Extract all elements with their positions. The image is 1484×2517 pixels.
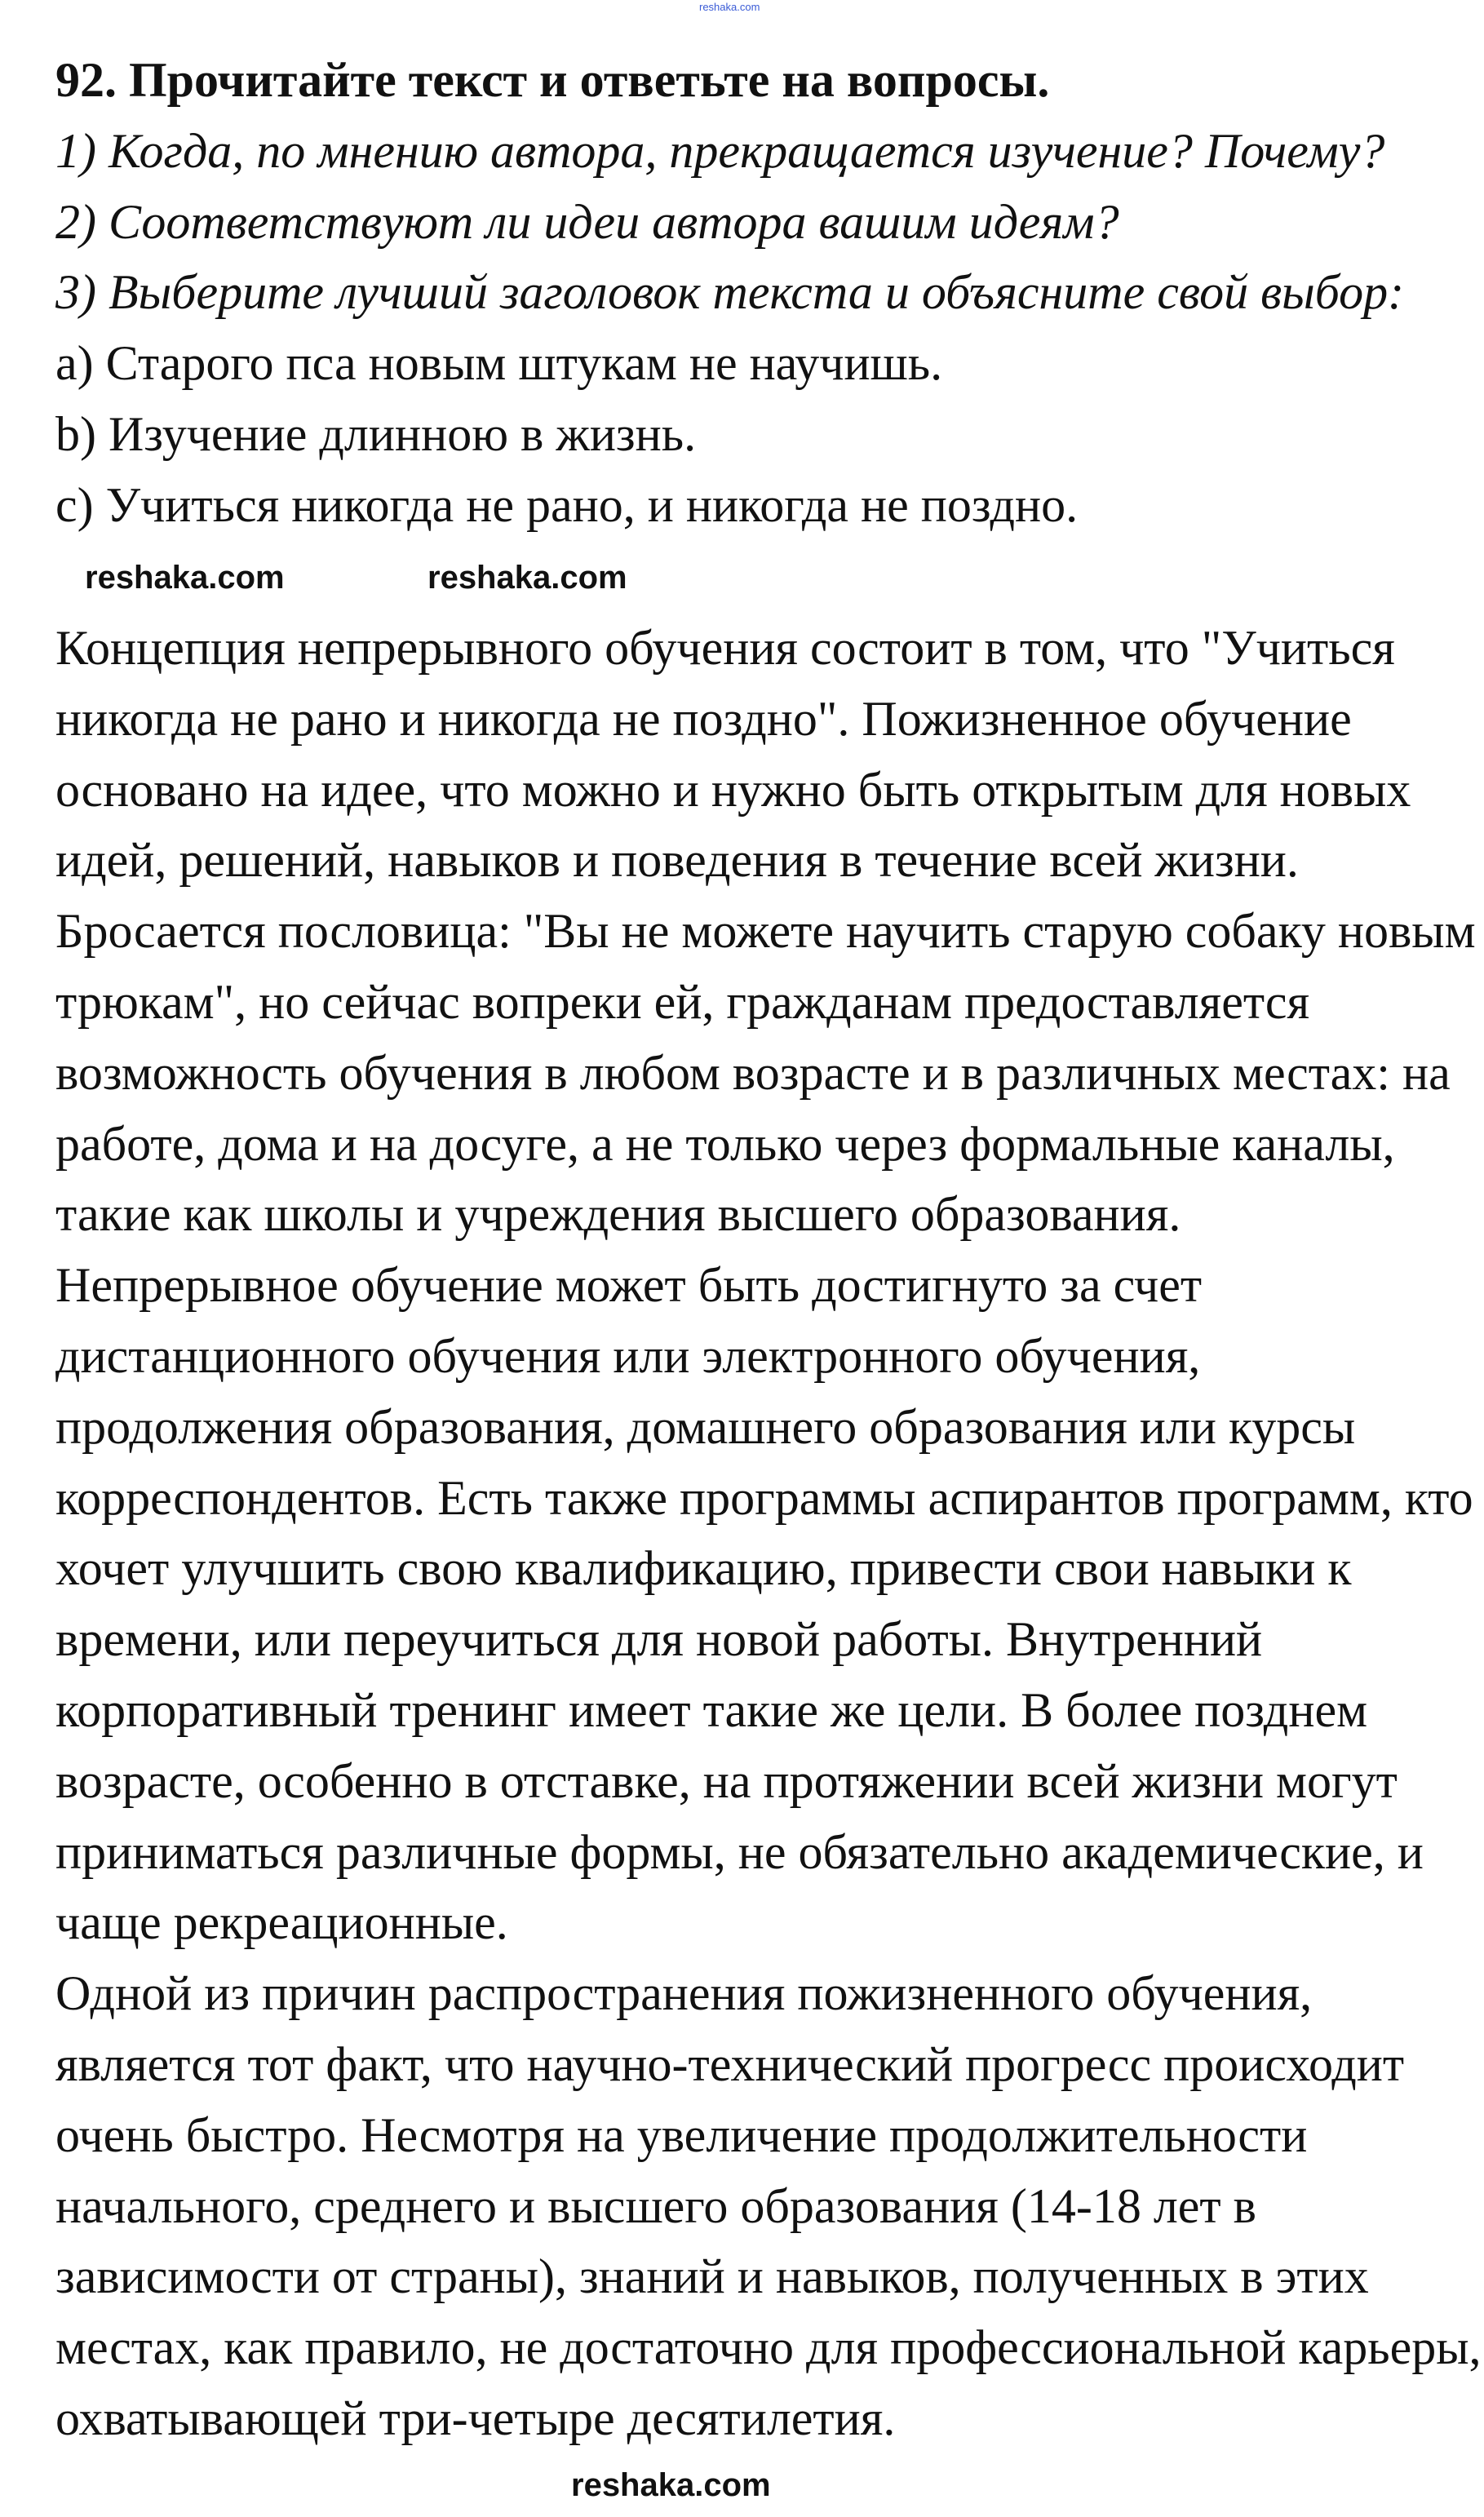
text-line: корреспондентов. Есть также программы аспирантов программ, кто xyxy=(55,1470,1473,1525)
reading-text xyxy=(55,619,1482,2461)
text-line: чаще рекреационные. xyxy=(55,1895,508,1950)
option-a: a) Старого пса новым штукам не научишь. xyxy=(55,336,943,391)
question-1: 1) Когда, по мнению автора, прекращается изучение? Почему? xyxy=(55,123,1385,178)
text-line: времени, или переучиться для новой работы. Внутренний xyxy=(55,1612,1263,1667)
watermark: reshaka.com xyxy=(571,2467,771,2503)
text-line: основано на идее, что можно и нужно быть открытым для новых xyxy=(55,762,1411,817)
task-title: 92. Прочитайте текст и ответьте на вопросы. xyxy=(55,53,1050,107)
text-line: возможность обучения в любом возрасте и в различных местах: на xyxy=(55,1045,1451,1100)
text-line: хочет улучшить свою квалификацию, привести свои навыки к xyxy=(55,1541,1352,1596)
text-line: начального, среднего и высшего образования (14-18 лет в xyxy=(55,2178,1256,2233)
text-line: дистанционного обучения или электронного обучения, xyxy=(55,1328,1201,1383)
text-line: трюкам", но сейчас вопреки ей, гражданам предоставляется xyxy=(55,974,1310,1029)
task-header xyxy=(55,51,1404,547)
text-line: возрасте, особенно в отставке, на протяжении всей жизни могут xyxy=(55,1753,1398,1808)
option-b: b) Изучение длинною в жизнь. xyxy=(55,406,697,461)
question-3: 3) Выберите лучший заголовок текста и объясните свой выбор: xyxy=(55,265,1405,320)
text-line: никогда не рано и никогда не поздно". Пожизненное обучение xyxy=(55,691,1352,746)
text-line: идей, решений, навыков и поведения в течение всей жизни. xyxy=(55,833,1299,888)
watermark-top: reshaka.com xyxy=(699,1,760,13)
text-line: приниматься различные формы, не обязательно академические, и xyxy=(55,1824,1424,1879)
text-line: продолжения образования, домашнего образования или курсы xyxy=(55,1399,1356,1454)
text-line: является тот факт, что научно-технический прогресс происходит xyxy=(55,2036,1405,2091)
text-line: зависимости от страны), знаний и навыков, полученных в этих xyxy=(55,2249,1369,2304)
text-line: корпоративный тренинг имеет такие же цели. В более позднем xyxy=(55,1682,1368,1737)
option-c: c) Учиться никогда не рано, и никогда не поздно. xyxy=(55,477,1079,532)
text-line: работе, дома и на досуге, а не только через формальные каналы, xyxy=(55,1116,1395,1171)
question-2: 2) Соответствуют ли идеи автора вашим идеям? xyxy=(55,194,1119,249)
text-line: местах, как правило, не достаточно для профессиональной карьеры, xyxy=(55,2320,1482,2375)
text-line: очень быстро. Несмотря на увеличение продолжительности xyxy=(55,2107,1308,2162)
watermark: reshaka.com xyxy=(85,560,285,596)
text-line: Бросается пословица: "Вы не можете научить старую собаку новым xyxy=(55,904,1476,959)
text-line: Одной из причин распространения пожизненного обучения, xyxy=(55,1966,1313,2021)
text-line: охватывающей три-четыре десятилетия. xyxy=(55,2391,896,2445)
text-line: такие как школы и учреждения высшего образования. xyxy=(55,1187,1181,1242)
text-line: Непрерывное обучение может быть достигнуто за счет xyxy=(55,1258,1203,1313)
text-line: Концепция непрерывного обучения состоит в том, что "Учиться xyxy=(55,621,1395,675)
watermark: reshaka.com xyxy=(427,560,627,596)
